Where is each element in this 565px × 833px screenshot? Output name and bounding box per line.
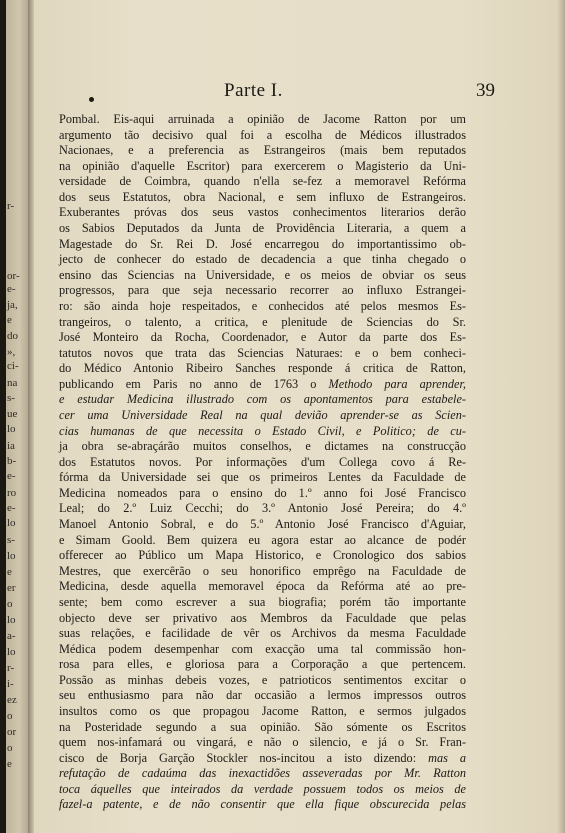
text-line [59, 797, 466, 813]
text-line-content: Medicina nomeados para o ensino do 1.º anno foi José Francisco [59, 485, 466, 500]
text-line [59, 564, 466, 580]
text-line [59, 626, 466, 642]
text-line [59, 315, 466, 331]
facing-text-fragment: lo [7, 550, 16, 562]
facing-text-fragment: e- [7, 502, 16, 514]
text-line [59, 735, 466, 751]
page-edge-shadow [557, 0, 565, 833]
text-line [59, 657, 466, 673]
facing-text-fragment: ro [7, 487, 17, 499]
facing-text-fragment: lo [7, 646, 16, 658]
text-line [59, 299, 466, 315]
text-line-content: suas relações, e facilidade de vêr os Archivos da mesma Faculdade [59, 626, 466, 641]
text-line [59, 486, 466, 502]
text-line-content: José Monteiro da Rocha, Coordenador, e Autor da parte dos Es- [59, 330, 466, 345]
text-line [59, 143, 466, 159]
text-line-content: refutação de cadaúma das inexactidões asseveradas por Mr. Ratton [59, 766, 466, 781]
text-line [59, 782, 466, 798]
text-line-content: Mestres, que exercêrão o seu honorifico emprêgo na Faculdade de [59, 563, 466, 578]
text-line [59, 330, 466, 346]
text-line [59, 174, 466, 190]
text-line-content: trangeiros, o talento, a critica, e plenitude de Sciencias do Sr. [59, 314, 466, 329]
text-line-content: ro: são ainda hoje respeitados, e conhecidos até pelos mesmos Es- [59, 298, 466, 313]
facing-text-fragment: o [7, 598, 13, 610]
text-line-content: dos seus Estatutos, obra Nacional, e sem influxo de Estrangeiros. [59, 189, 466, 204]
text-line [59, 720, 466, 736]
text-line-content: Médica podem desempenhar com exacção uma tal commissão hon- [59, 641, 466, 656]
ink-mark [89, 97, 94, 102]
text-line [59, 688, 466, 704]
facing-text-fragment: r- [7, 200, 15, 212]
text-line-content: Pombal. Eis-aqui arruinada a opinião de Jacome Ratton por um [59, 112, 466, 126]
text-line-content: tatutos novos que trata das Sciencias Naturaes: e o bem conheci- [59, 345, 466, 360]
facing-text-fragment: s- [7, 534, 15, 546]
text-line-content: progressos, para que seja necessario recorrer ao influxo Estrangei- [59, 283, 466, 298]
text-line-content: insultos como os que propagou Jacome Ratton, e sermos julgados [59, 703, 466, 718]
facing-text-fragment: lo [7, 423, 16, 435]
text-line [59, 642, 466, 658]
text-line-content: e Simam Goold. Bem quizera eu agora estar ao alcance de podér [59, 532, 466, 547]
facing-text-fragment: ez [7, 694, 17, 706]
text-line-content: Nacionaes, e a preferencia as Estrangeiros (mais bem reputados [59, 143, 466, 158]
text-line-content: dos Estatutos novos. Por informações d'um Collega covo á Re- [59, 454, 466, 469]
text-line-content: ja obra se-abraçárão muitos conselhos, e dictames na construcção [59, 439, 466, 454]
text-line [59, 673, 466, 689]
facing-text-fragment: e [7, 566, 12, 578]
text-line-content: ensino das Sciencias na Universidade, e os meios de obviar os seus [59, 267, 466, 282]
body-text [59, 112, 466, 813]
text-line [59, 533, 466, 549]
text-line-content: quem nos-infamará ou vingará, e não o silencio, e já o Sr. Fran- [59, 735, 466, 750]
facing-text-fragment: lo [7, 517, 16, 529]
text-line-content: Leal; do 2.º Luiz Cecchi; do 3.º Antonio José Pereira; do 4.º [59, 501, 466, 516]
text-line [59, 205, 466, 221]
facing-text-fragment: na [7, 377, 18, 389]
text-line-content: offerecer ao Público um Mapa Historico, e Cronologico dos sabios [59, 548, 466, 563]
text-line [59, 517, 466, 533]
italic-continuation: mas a [428, 750, 466, 765]
text-line [59, 346, 466, 362]
text-line-content: cisco de Borja Garção Stockler nos-incitou a isto dizendo: [59, 750, 417, 765]
text-line [59, 439, 466, 455]
facing-text-fragment: ue [7, 408, 18, 420]
text-line [59, 611, 466, 627]
text-line-content: toca áquelles que inteirados da verdade possuem todos os meios de [59, 781, 466, 796]
facing-text-fragment: e [7, 758, 12, 770]
text-line [59, 221, 466, 237]
facing-text-fragment: ja, [7, 299, 18, 311]
page-number: 39 [476, 80, 495, 101]
text-line [59, 579, 466, 595]
text-line [59, 252, 466, 268]
text-line [59, 377, 466, 393]
text-line-content: objecto deve ser privativo aos Membros da Faculdade que pelas [59, 610, 466, 625]
facing-text-fragment: e [7, 314, 12, 326]
italic-continuation: Methodo para aprender, [328, 376, 466, 391]
facing-page-margin [6, 0, 28, 833]
facing-text-fragment: do [7, 330, 18, 342]
text-line [59, 595, 466, 611]
facing-text-fragment: lo [7, 614, 16, 626]
facing-text-fragment: r- [7, 662, 15, 674]
facing-text-fragment: o [7, 710, 13, 722]
text-line-content: argumento tão decisivo qual foi a escolha de Médicos illustrados [59, 127, 466, 142]
text-line [59, 548, 466, 564]
text-line-content: Manoel Antonio Sobral, e do 5.º Antonio José Francisco d'Aguiar, [59, 517, 466, 532]
facing-text-fragment: a- [7, 630, 16, 642]
facing-text-fragment: s- [7, 392, 15, 404]
text-line-content: na Posteridade segundo a sua opinião. São sómente os Escritos [59, 719, 466, 734]
text-line-content: Medicina, desde aquella memoravel época da Refórma até ao pre- [59, 579, 466, 594]
text-line [59, 392, 466, 408]
text-line-content: Exuberantes próvas dos seus vastos conhecimentos literarios derão [59, 205, 466, 220]
facing-text-fragment: b- [7, 455, 17, 467]
text-line [59, 190, 466, 206]
text-line-content: fazel-a patente, e de não consentir que ella fique obscurecida pelas [59, 797, 466, 812]
text-line-content: jecto de conhecer do estado de decadencia a que tinha chegado o [59, 252, 466, 267]
facing-text-fragment: ci- [7, 360, 19, 372]
text-line [59, 128, 466, 144]
text-line-content: Magestade do Sr. Rei D. José encarregou do importantissimo ob- [59, 236, 466, 251]
facing-text-fragment: e- [7, 470, 16, 482]
text-line-content: do Médico Antonio Ribeiro Sanches responde á critica de Ratton, [59, 361, 466, 376]
facing-text-fragment: er [7, 582, 16, 594]
facing-text-fragment: e- [7, 283, 16, 295]
text-line-content: seu enthusiasmo para não dar occasião a lermos impressos outros [59, 688, 466, 703]
text-line-content: Possão as minhas debeis vozes, e patrioticos sentimentos excitar o [59, 672, 466, 687]
text-line-content: cias humanas de que necessita o Estado Civil, e Politico; de cu- [59, 423, 466, 438]
page [34, 0, 565, 833]
facing-text-fragment: or [7, 726, 17, 738]
text-line-content: sente; bem como escrever a sua biografia; porém tão importante [59, 594, 466, 609]
text-line [59, 112, 466, 128]
running-header [34, 80, 565, 108]
text-line [59, 766, 466, 782]
text-line [59, 455, 466, 471]
text-line [59, 501, 466, 517]
text-line [59, 361, 466, 377]
text-line-content: publicando em Paris no anno de 1763 o [59, 376, 317, 391]
text-line-content: rosa para elles, e gloriosa para a Corporação a que pertencem. [59, 657, 466, 672]
facing-text-fragment: o [7, 742, 13, 754]
text-line-content: cer uma Universidade Real na qual devião aprender-se as Scien- [59, 407, 466, 422]
facing-text-fragment: or- [7, 270, 20, 282]
text-line-content: na opinião d'aquelle Escritor) para exercerem o Magisterio da Uni- [59, 158, 466, 173]
facing-text-fragment: », [7, 346, 16, 358]
text-line [59, 751, 466, 767]
text-line [59, 704, 466, 720]
text-line [59, 408, 466, 424]
text-line [59, 159, 466, 175]
text-line [59, 424, 466, 440]
text-line [59, 283, 466, 299]
facing-text-fragment: i- [7, 678, 14, 690]
text-line-content: fórma da Universidade sei que os primeiros Lentes da Faculdade de [59, 470, 466, 485]
text-line-content: e estudar Medicina illustrado com os apontamentos para estabele- [59, 392, 466, 407]
text-line-content: versidade de Coimbra, quando n'ella se-fez a memoravel Refórma [59, 174, 466, 189]
text-line [59, 237, 466, 253]
text-line-content: os Sabios Deputados da Junta de Providência Literaria, a quem a [59, 221, 466, 236]
facing-text-fragment: ia [7, 440, 15, 452]
part-title: Parte I. [224, 80, 283, 101]
text-line [59, 470, 466, 486]
text-line [59, 268, 466, 284]
